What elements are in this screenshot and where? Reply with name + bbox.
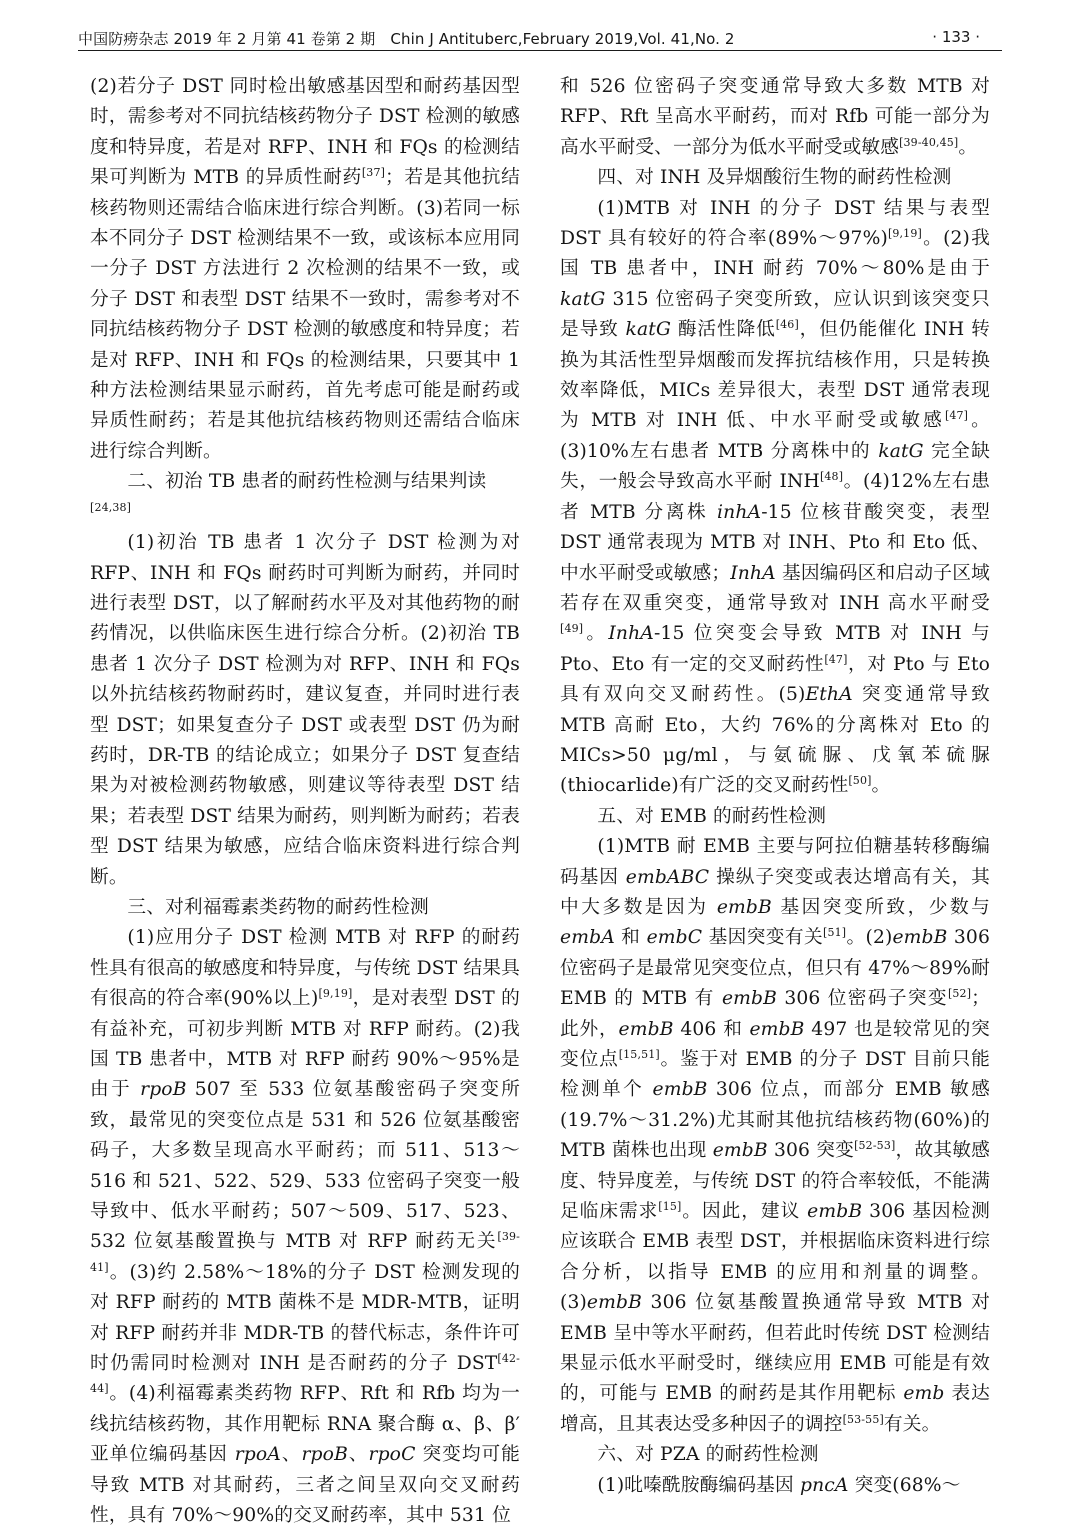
gene-name: emb xyxy=(903,1383,945,1405)
gene-name: rpoB xyxy=(301,1444,348,1466)
citation: [24,38] xyxy=(90,500,132,514)
section-heading-pza xyxy=(560,1440,990,1470)
text-run: 497 也是较常见的突变位点 xyxy=(560,1018,990,1070)
text-run: 二、初治 TB 患者的耐药性检测与结果判读 xyxy=(127,471,487,493)
citation: [42-44] xyxy=(90,1351,520,1396)
text-run: (1)应用分子 DST 检测 MTB 对 RFP 的耐药性具有很高的敏感度和特异度，与传统 DST 结果具有很高的符合率(90%以上) xyxy=(90,927,520,1010)
text-run: 。(4)利福霉素类药物 RFP、Rft 和 Rfb 均为一线抗结核药物，其作用靶标 RNA 聚合酶 α、β、β′亚单位编码基因 xyxy=(90,1383,520,1466)
section-heading-emb xyxy=(560,802,990,832)
text-run: 四、对 INH 及异烟酸衍生物的耐药性检测 xyxy=(597,167,952,189)
paragraph-rifamycin xyxy=(90,923,520,1531)
text-run: ，但仍能催化 INH 转换为其活性型异烟酸而发挥抗结核作用，只是转换效率降低，MICs 差异很大，表型 DST 通常表现为 MTB 对 INH 低、中水平耐受或敏感 xyxy=(560,319,991,432)
gene-name: katG xyxy=(560,288,606,310)
citation: [9,19] xyxy=(887,226,922,240)
section-heading-inh xyxy=(560,163,990,193)
text-run: 315 位密码子突变所致，应认识到该突变只是导致 xyxy=(560,288,990,341)
journal-citation: 中国防痨杂志 2019 年 2 月第 41 卷第 2 期 Chin J Antituberc,February 2019,Vol. 41,No. 2 xyxy=(78,30,735,48)
citation: [15] xyxy=(658,1199,682,1213)
text-run: 406 和 xyxy=(673,1018,750,1040)
right-column xyxy=(560,72,990,1501)
text-run: 、 xyxy=(347,1444,369,1466)
paragraph-rifamycin-continued xyxy=(560,72,990,163)
text-run: 六、对 PZA 的耐药性检测 xyxy=(597,1444,819,1466)
text-run: 突变通常导致 MTB 高耐 Eto，大约 76%的分离株对 Eto 的 MICs>50 μg/ml，与氨硫脲、戊氧苯硫脲(thiocarlide)有广泛的交叉耐药性 xyxy=(560,684,991,797)
paragraph-multi-test-interpretation xyxy=(90,72,520,467)
text-run: 507 至 533 位氨基酸密码子突变所致，最常见的突变位点是 531 和 526 位氨基酸密码子，大多数呈现高水平耐药；而 511、513～516 和 521、522、529、533 位密码子突变一般导致中、低水平耐药；507～509、517、523、532 位氨基酸置换与 MTB 对 RFP 耐药无关 xyxy=(90,1079,520,1253)
text-run: ，是对表型 DST 的有益补充，可初步判断 MTB 对 RFP 耐药。(2)我国 TB 患者中，MTB 对 RFP 耐药 90%～95%是由于 xyxy=(90,988,521,1101)
paragraph-pza xyxy=(560,1471,990,1501)
text-run: (1)MTB 耐 EMB 主要与阿拉伯糖基转移酶编码基因 xyxy=(560,836,990,888)
gene-name: katG xyxy=(878,440,924,462)
gene-name: embB xyxy=(721,988,778,1010)
citation: [50] xyxy=(848,774,872,788)
text-run: 。鉴于对 EMB 的分子 DST 目前只能检测单个 xyxy=(560,1049,990,1101)
gene-name: embB xyxy=(716,896,772,918)
gene-name: rpoB xyxy=(140,1079,187,1101)
text-run: 306 位密码子突变 xyxy=(777,988,948,1010)
gene-name: embB xyxy=(712,1140,768,1162)
gene-name: embB xyxy=(892,927,948,949)
text-run: 和 526 位密码子突变通常导致大多数 MTB 对 RFP、Rft 呈高水平耐药，而对 Rfb 可能一部分为高水平耐受、一部分为低水平耐受或敏感 xyxy=(560,76,990,158)
paragraph-initial-tb xyxy=(90,528,520,893)
gene-name: katG xyxy=(625,319,672,341)
text-run: 。 xyxy=(958,136,978,158)
text-run: 三、对利福霉素类药物的耐药性检测 xyxy=(127,896,429,918)
left-column xyxy=(90,72,520,1532)
citation: [15,51] xyxy=(618,1047,660,1061)
text-run: 五、对 EMB 的耐药性检测 xyxy=(597,805,827,827)
text-run: 。 xyxy=(583,623,609,645)
gene-name: rpoA xyxy=(234,1444,281,1466)
text-run: 306 位点，而部分 EMB 敏感(19.7%～31.2%)尤其耐其他抗结核药物(60%)的 MTB 菌株也出现 xyxy=(560,1079,990,1162)
text-run: ，对 Pto 与 Eto 具有双向交叉耐药性。(5) xyxy=(560,653,991,706)
text-run: 、 xyxy=(280,1444,302,1466)
text-run: 突变均可能导致 MTB 对其耐药，三者之间呈双向交叉耐药性，具有 70%～90%的交叉耐药率，其中 531 位 xyxy=(90,1444,521,1527)
citation: [39-40,45] xyxy=(899,135,959,149)
page-number: · 133 · xyxy=(932,28,980,46)
gene-name: embC xyxy=(646,927,703,949)
section-heading-rifamycin xyxy=(90,893,520,923)
citation: [47] xyxy=(944,409,969,423)
citation: [52-53] xyxy=(854,1138,896,1152)
text-run: 。(4)12%左右患者 MTB 分离株 xyxy=(560,471,990,523)
text-run: 基因编码区和启动子区域若存在双重突变，通常导致对 INH 高水平耐受 xyxy=(560,562,990,614)
gene-name: embABC xyxy=(625,866,710,888)
text-run: 。因此，建议 xyxy=(681,1201,808,1223)
gene-name: embA xyxy=(560,927,615,949)
citation: [52] xyxy=(947,986,972,1000)
paragraph-inh xyxy=(560,194,990,802)
gene-name: embB xyxy=(652,1079,708,1101)
text-run: 操纵子突变或表达增高有关，其中大多数是因为 xyxy=(560,866,990,918)
text-run: (2)若分子 DST 同时检出敏感基因型和耐药基因型时，需参考对不同抗结核药物分子 DST 检测的敏感度和特异度，若是对 RFP、INH 和 FQs 的检测结果可判断为 MTB 的异质性耐药 xyxy=(90,76,520,189)
gene-name: rpoC xyxy=(368,1444,416,1466)
text-run: 306 位密码子是最常见突变位点，但只有 47%～89%耐 EMB 的 MTB 有 xyxy=(560,927,990,1010)
paragraph-emb xyxy=(560,832,990,1440)
text-run: -15 位突变会导致 MTB 对 INH 与 Pto、Eto 有一定的交叉耐药性 xyxy=(560,623,990,675)
gene-name: embB xyxy=(749,1018,805,1040)
text-run: 基因突变所致，少数与 xyxy=(771,896,990,918)
text-run: (1)MTB 对 INH 的分子 DST 结果与表型 DST 具有较好的符合率(89%～97%) xyxy=(560,197,990,250)
text-run: 。(2) xyxy=(846,927,893,949)
running-header xyxy=(78,20,1002,51)
text-run: 。(3)约 2.58%～18%的分子 DST 检测发现的对 RFP 耐药的 MTB 菌株不是 MDR-MTB，证明对 RFP 耐药并非 MDR-TB 的替代标志，条件许可时仍需同时检测对 INH 是否耐药的分子 DST xyxy=(90,1261,520,1375)
text-run: 306 位氨基酸置换通常导致 MTB 对 EMB 呈中等水平耐药，但若此时传统 DST 检测结果显示低水平耐受时，继续应用 EMB 可能是有效的，可能与 EMB 的耐药是其作用靶标 xyxy=(560,1292,990,1405)
text-run: ；若是其他抗结核药物则还需结合临床进行综合判断。(3)若同一标本不同分子 DST 检测结果不一致，或该标本应用同一分子 DST 方法进行 2 次检测的结果不一致，或分子 DST 和表型 DST 结果不一致时，需参考对不同抗结核药物分子 DST 检测的敏感度和特异度；若是对 RFP、INH 和 FQs 的检测结果，只要其中 1 种方法检测结果显示耐药，首先考虑可能是耐药或异质性耐药；若是其他抗结核药物则还需结合临床进行综合判断。 xyxy=(90,167,520,462)
text-run: -15 位核苷酸突变，表型 DST 通常表现为 MTB 对 INH、Pto 和 Eto 低、中水平耐受或敏感； xyxy=(560,501,991,584)
text-run: 酶活性降低 xyxy=(671,319,776,341)
text-run: 突变(68%～ xyxy=(848,1474,961,1496)
text-run: 。(3)10%左右患者 MTB 分离株中的 xyxy=(560,410,990,462)
gene-name: pncA xyxy=(799,1474,849,1496)
gene-name: embB xyxy=(807,1201,863,1223)
text-run: 和 xyxy=(614,927,647,949)
text-run: 完全缺失，一般会导致高水平耐 INH xyxy=(560,440,991,493)
text-run: 306 突变 xyxy=(767,1140,855,1162)
gene-name: InhA xyxy=(608,623,654,645)
text-run: (1)吡嗪酰胺酶编码基因 xyxy=(597,1474,800,1496)
gene-name: InhA xyxy=(730,562,776,584)
text-run: 。 xyxy=(871,775,891,797)
citation: [51] xyxy=(823,926,847,940)
text-run: 有关。 xyxy=(883,1413,941,1435)
text-run: 306 基因检测应该联合 EMB 表型 DST，并根据临床资料进行综合分析，以指导 EMB 的应用和剂量的调整。(3) xyxy=(560,1201,991,1314)
citation: [46] xyxy=(775,318,799,332)
text-run: ，故其敏感度、特异度差，与传统 DST 的符合率较低，不能满足临床需求 xyxy=(560,1140,991,1223)
text-run: 表达增高，且其表达受多种因子的调控 xyxy=(560,1383,990,1435)
citation: [37] xyxy=(361,165,386,179)
gene-name: embB xyxy=(586,1292,642,1314)
citation: [39-41] xyxy=(90,1230,520,1274)
citation: [49] xyxy=(560,622,584,636)
citation: [47] xyxy=(824,652,848,666)
text-run: 。(2)我国 TB 患者中，INH 耐药 70%～80%是由于 xyxy=(560,228,990,280)
citation: [48] xyxy=(819,470,844,484)
section-heading-initial-tb xyxy=(90,467,520,528)
text-run: 基因突变有关 xyxy=(702,927,824,949)
citation: [53-55] xyxy=(842,1412,884,1426)
gene-name: embB xyxy=(618,1018,674,1040)
citation: [9,19] xyxy=(318,986,353,1000)
gene-name: inhA xyxy=(717,501,762,523)
gene-name: EthA xyxy=(805,684,853,706)
text-run: ；此外， xyxy=(560,988,990,1040)
text-run: (1)初治 TB 患者 1 次分子 DST 检测为对 RFP、INH 和 FQs 耐药时可判断为耐药，并同时进行表型 DST，以了解耐药水平及对其他药物的耐药情况，以供临床医生进行综合分析。(2)初治 TB 患者 1 次分子 DST 检测为对 RFP、INH 和 FQs 以外抗结核药物耐药时，建议复查，并同时进行表型 DST；如果复查分子 DST 或表型 DST 仍为耐药时，DR-TB 的结论成立；如果分子 DST 复查结果为对被检测药物敏感，则建议等待表型 DST 结果；若表型 DST 结果为耐药，则判断为耐药；若表型 DST 结果为敏感，应结合临床资料进行综合判断。 xyxy=(90,532,520,888)
